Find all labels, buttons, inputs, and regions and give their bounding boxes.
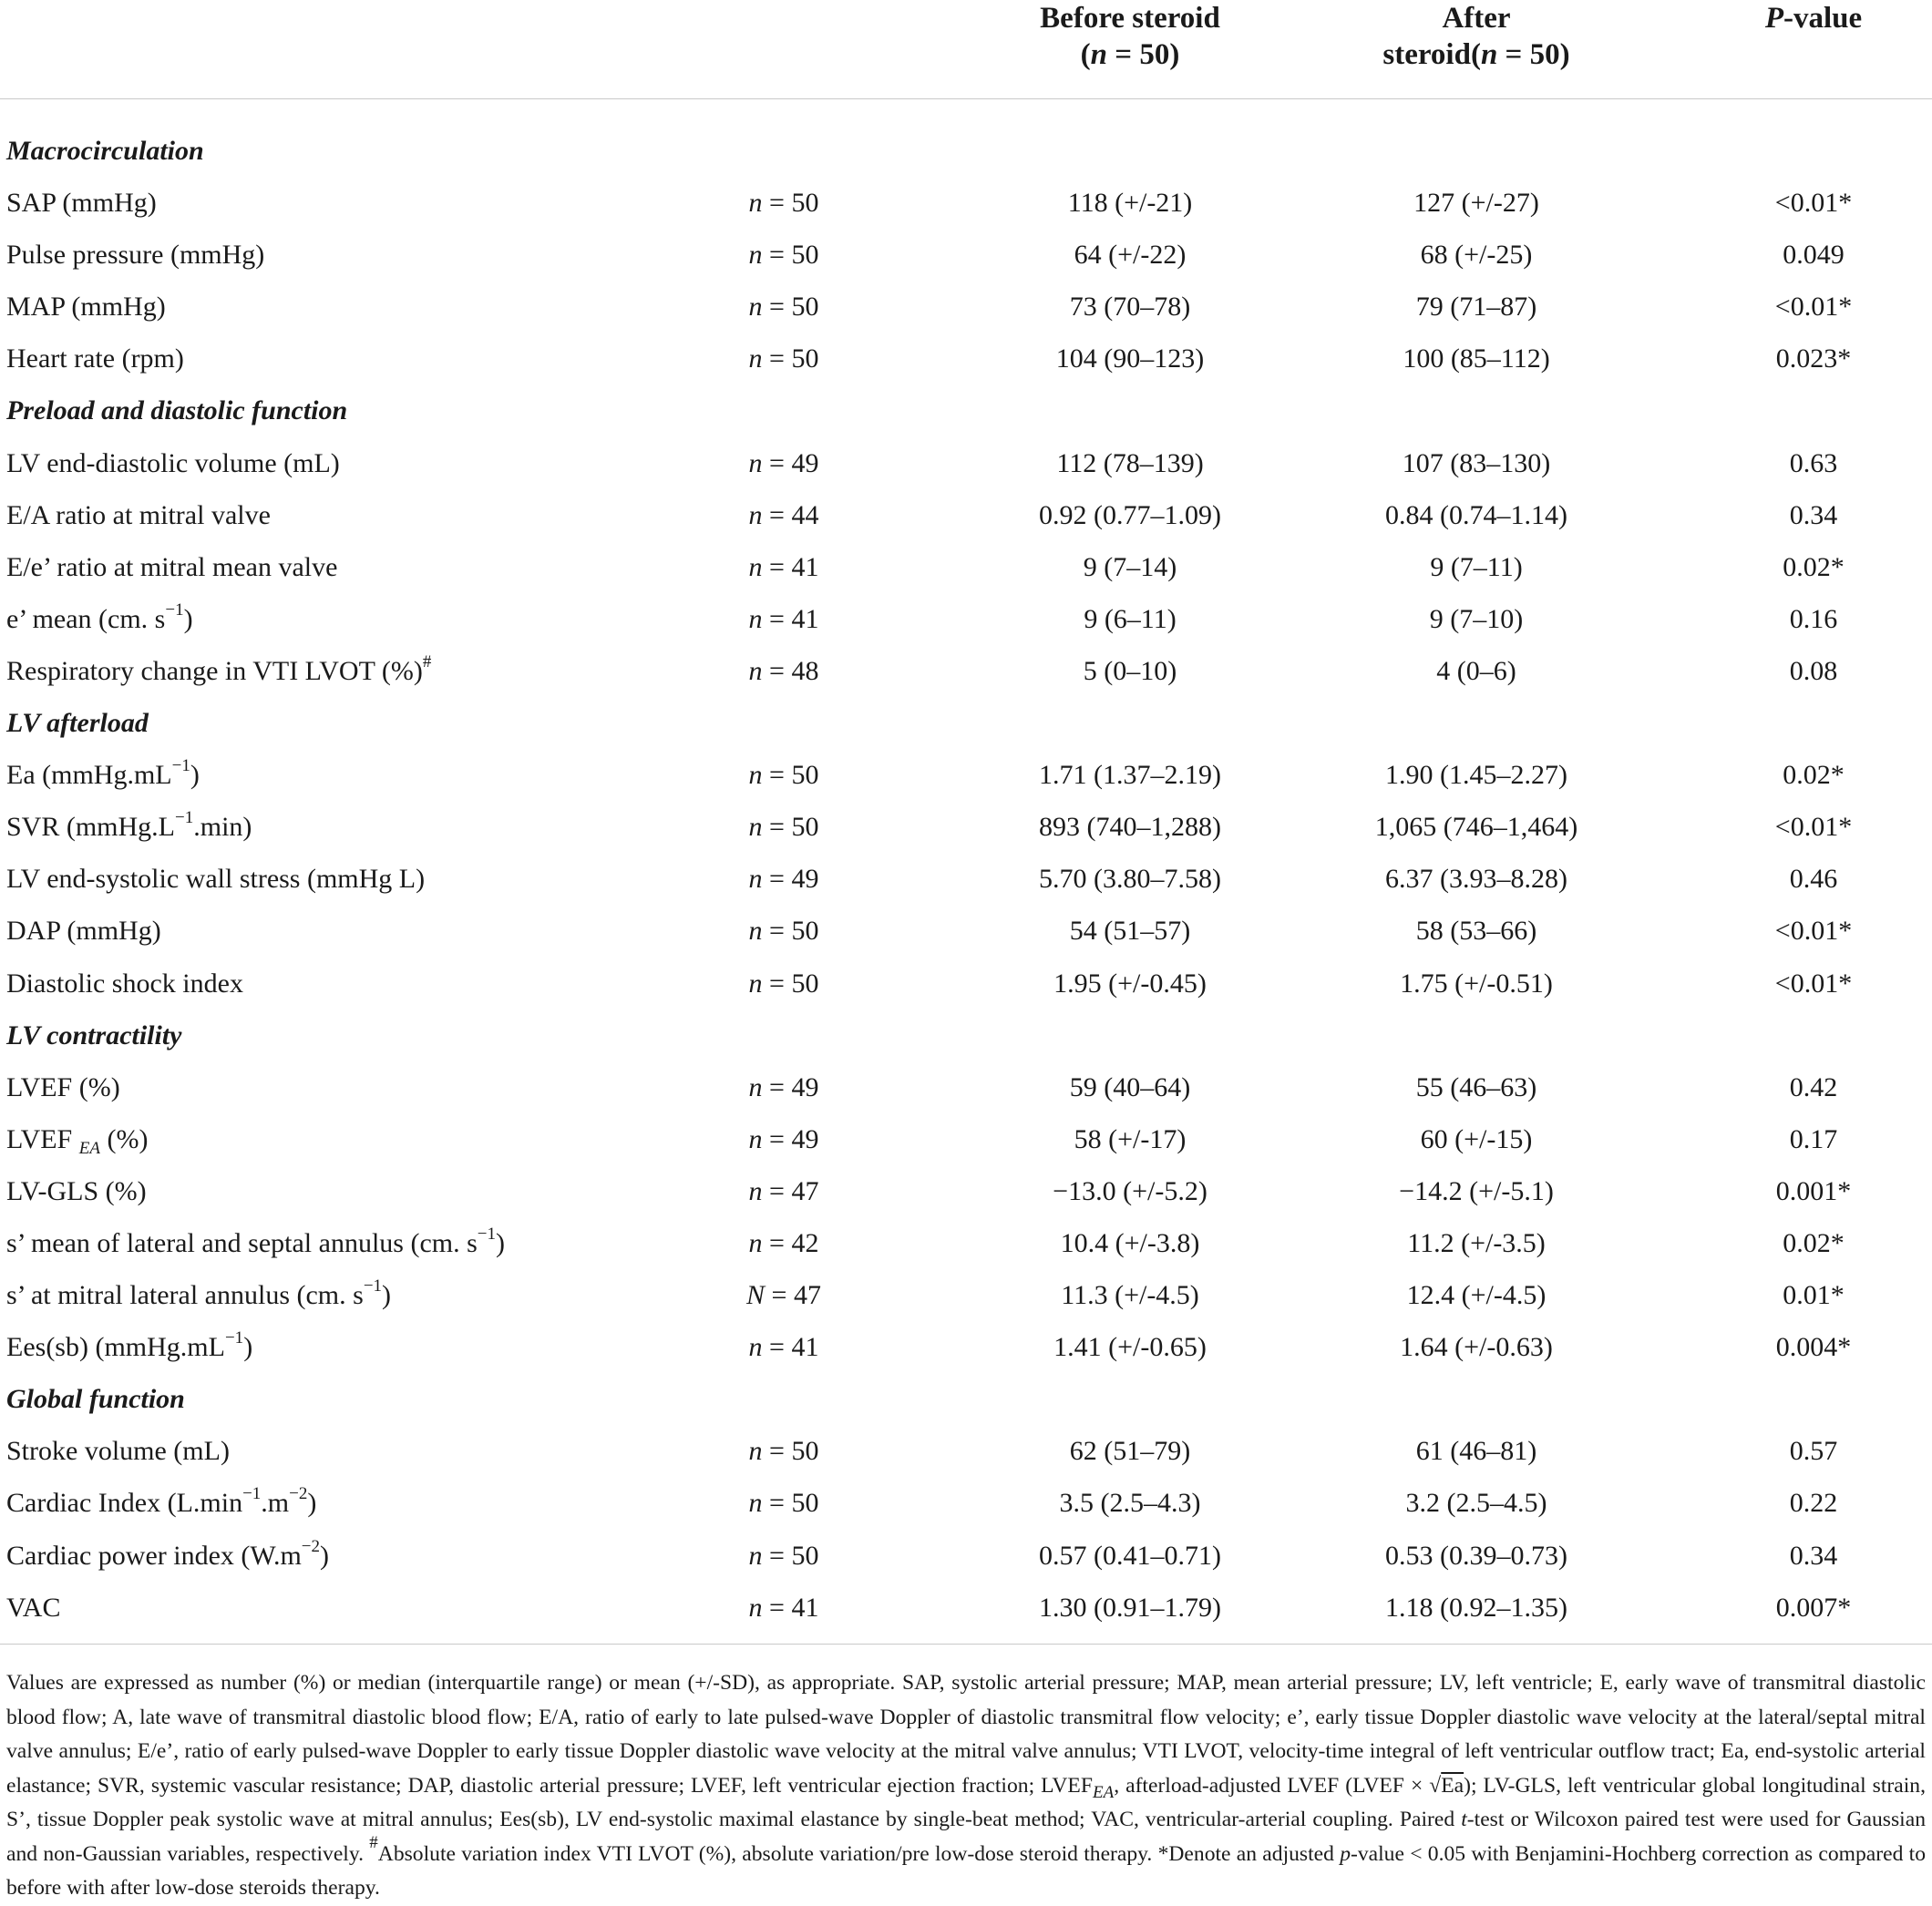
table-header bbox=[0, 0, 1932, 99]
row-after-value: 127 (+/-27) bbox=[1413, 188, 1539, 219]
row-label: LV-GLS (%) bbox=[6, 1175, 147, 1206]
table-body bbox=[0, 99, 1932, 1634]
row-sample-size: n = 41 bbox=[748, 603, 819, 634]
row-sample-size: n = 49 bbox=[748, 1123, 819, 1154]
row-label: LVEF $_{EA}$ (%) bbox=[6, 1123, 149, 1158]
table-row bbox=[0, 1113, 1932, 1165]
row-sample-size: n = 50 bbox=[748, 760, 819, 791]
row-p-value: 0.001* bbox=[1775, 1175, 1852, 1206]
row-before-value: 10.4 (+/-3.8) bbox=[1060, 1227, 1200, 1258]
row-sample-size: n = 50 bbox=[748, 968, 819, 999]
row-p-value: 0.63 bbox=[1789, 447, 1838, 478]
row-label: Cardiac Index $(L.\min^{-1}.m^{-2})$ bbox=[6, 1484, 317, 1519]
row-before-value: −13.0 (+/-5.2) bbox=[1053, 1175, 1208, 1206]
table-row bbox=[0, 1582, 1932, 1634]
section-header-row bbox=[0, 697, 1932, 749]
row-p-value: 0.34 bbox=[1789, 1540, 1838, 1571]
row-before-value: 3.5 (2.5–4.3) bbox=[1059, 1488, 1201, 1519]
row-p-value: <0.01* bbox=[1774, 812, 1853, 843]
header-after-steroid: After steroid(n = 50) bbox=[1382, 2, 1570, 71]
table-row bbox=[0, 1269, 1932, 1321]
row-p-value: 0.049 bbox=[1783, 240, 1845, 271]
table-row bbox=[0, 853, 1932, 905]
row-p-value: 0.34 bbox=[1789, 499, 1838, 530]
row-before-value: 112 (78–139) bbox=[1056, 447, 1204, 478]
row-sample-size: n = 42 bbox=[748, 1227, 819, 1258]
row-after-value: 11.2 (+/-3.5) bbox=[1407, 1227, 1546, 1258]
row-p-value: 0.46 bbox=[1789, 864, 1838, 895]
row-label: Pulse pressure (mmHg) bbox=[6, 240, 265, 271]
row-sample-size: n = 50 bbox=[748, 1436, 819, 1467]
row-after-value: 58 (53–66) bbox=[1415, 916, 1537, 947]
row-sample-size: n = 41 bbox=[748, 551, 819, 582]
row-p-value: 0.02* bbox=[1783, 1227, 1845, 1258]
row-after-value: 107 (83–130) bbox=[1402, 447, 1551, 478]
row-before-value: 1.71 (1.37–2.19) bbox=[1039, 760, 1221, 791]
table-row bbox=[0, 1321, 1932, 1373]
section-title: Macrocirculation bbox=[6, 136, 204, 166]
row-label: s’ at mitral lateral annulus (cm. $s^{-1}$) bbox=[6, 1276, 392, 1311]
row-before-value: 62 (51–79) bbox=[1069, 1436, 1191, 1467]
row-sample-size: n = 48 bbox=[748, 655, 819, 686]
header-before-n: (n = 50) bbox=[1080, 38, 1180, 71]
section-header-row bbox=[0, 1009, 1932, 1061]
row-label: Heart rate (rpm) bbox=[6, 343, 184, 374]
row-sample-size: n = 41 bbox=[748, 1332, 819, 1363]
row-sample-size: n = 50 bbox=[748, 292, 819, 323]
row-before-value: 0.92 (0.77–1.09) bbox=[1039, 499, 1221, 530]
row-label: Respiratory change in VTI LVOT (%)# bbox=[6, 651, 432, 686]
row-sample-size: n = 50 bbox=[748, 812, 819, 843]
row-label: SVR $(mmHg.L^{-1}.\min)$ bbox=[6, 808, 252, 843]
row-after-value: 9 (7–11) bbox=[1430, 551, 1523, 582]
row-after-value: 0.84 (0.74–1.14) bbox=[1385, 499, 1567, 530]
row-p-value: 0.17 bbox=[1789, 1123, 1838, 1154]
row-after-value: 12.4 (+/-4.5) bbox=[1406, 1280, 1547, 1311]
table-row bbox=[0, 177, 1932, 229]
row-before-value: 1.41 (+/-0.65) bbox=[1053, 1332, 1207, 1363]
table-row bbox=[0, 229, 1932, 281]
row-sample-size: n = 49 bbox=[748, 1071, 819, 1102]
row-sample-size: n = 50 bbox=[748, 240, 819, 271]
row-after-value: 3.2 (2.5–4.5) bbox=[1405, 1488, 1547, 1519]
row-label: VAC bbox=[6, 1592, 61, 1623]
row-label: Ees(sb) $(mmHg.mL^{-1})$ bbox=[6, 1328, 253, 1363]
row-sample-size: n = 50 bbox=[748, 916, 819, 947]
row-label: Cardiac power index $(W.m^{-2})$ bbox=[6, 1536, 330, 1571]
row-before-value: 58 (+/-17) bbox=[1074, 1123, 1187, 1154]
table-row bbox=[0, 1061, 1932, 1113]
row-after-value: 61 (46–81) bbox=[1415, 1436, 1537, 1467]
row-before-value: 59 (40–64) bbox=[1069, 1071, 1191, 1102]
row-after-value: 60 (+/-15) bbox=[1420, 1123, 1533, 1154]
table-row bbox=[0, 801, 1932, 853]
row-label: E/e’ ratio at mitral mean valve bbox=[6, 551, 338, 582]
row-sample-size: n = 50 bbox=[748, 188, 819, 219]
section-header-row bbox=[0, 384, 1932, 436]
row-before-value: 104 (90–123) bbox=[1055, 343, 1205, 374]
table-row bbox=[0, 541, 1932, 593]
table-row bbox=[0, 1477, 1932, 1529]
row-sample-size: n = 47 bbox=[748, 1175, 819, 1206]
row-p-value: <0.01* bbox=[1774, 292, 1853, 323]
table-row bbox=[0, 437, 1932, 489]
table-row bbox=[0, 1530, 1932, 1582]
row-p-value: 0.57 bbox=[1789, 1436, 1838, 1467]
row-after-value: 4 (0–6) bbox=[1436, 655, 1516, 686]
row-p-value: 0.02* bbox=[1783, 551, 1845, 582]
table-row bbox=[0, 333, 1932, 384]
table-row bbox=[0, 281, 1932, 333]
section-title: Global function bbox=[6, 1384, 185, 1415]
row-before-value: 1.95 (+/-0.45) bbox=[1053, 968, 1207, 999]
table-row bbox=[0, 1217, 1932, 1269]
row-after-value: 1.90 (1.45–2.27) bbox=[1385, 760, 1567, 791]
row-label: E/A ratio at mitral valve bbox=[6, 499, 271, 530]
row-label: Ea $(mmHg.mL^{-1})$ bbox=[6, 756, 200, 791]
row-p-value: 0.02* bbox=[1783, 760, 1845, 791]
row-p-value: 0.22 bbox=[1789, 1488, 1838, 1519]
row-after-value: 6.37 (3.93–8.28) bbox=[1385, 864, 1567, 895]
table-row bbox=[0, 1165, 1932, 1217]
row-sample-size: n = 49 bbox=[748, 864, 819, 895]
row-p-value: 0.007* bbox=[1775, 1592, 1852, 1623]
row-before-value: 118 (+/-21) bbox=[1067, 188, 1193, 219]
row-after-value: 0.53 (0.39–0.73) bbox=[1385, 1540, 1567, 1571]
row-after-value: 68 (+/-25) bbox=[1420, 240, 1533, 271]
row-before-value: 54 (51–57) bbox=[1069, 916, 1191, 947]
row-p-value: <0.01* bbox=[1774, 188, 1853, 219]
row-p-value: <0.01* bbox=[1774, 916, 1853, 947]
row-p-value: 0.16 bbox=[1789, 603, 1838, 634]
section-title: Preload and diastolic function bbox=[6, 395, 348, 426]
section-header-row bbox=[0, 125, 1932, 177]
row-sample-size: n = 50 bbox=[748, 1488, 819, 1519]
row-sample-size: N = 47 bbox=[746, 1280, 821, 1311]
row-before-value: 5.70 (3.80–7.58) bbox=[1039, 864, 1221, 895]
row-after-value: 1,065 (746–1,464) bbox=[1374, 812, 1578, 843]
row-after-value: 79 (71–87) bbox=[1415, 292, 1537, 323]
row-label: DAP (mmHg) bbox=[6, 916, 161, 947]
section-header-row bbox=[0, 1373, 1932, 1425]
section-title: LV afterload bbox=[6, 708, 149, 739]
row-before-value: 9 (6–11) bbox=[1084, 603, 1177, 634]
row-sample-size: n = 44 bbox=[748, 499, 819, 530]
row-before-value: 893 (740–1,288) bbox=[1039, 812, 1221, 843]
row-after-value: 1.75 (+/-0.51) bbox=[1400, 968, 1553, 999]
row-sample-size: n = 49 bbox=[748, 447, 819, 478]
row-label: s’ mean of lateral and septal annulus (cm. $s^{-1}$) bbox=[6, 1224, 505, 1258]
table-row bbox=[0, 593, 1932, 645]
row-before-value: 11.3 (+/-4.5) bbox=[1061, 1280, 1199, 1311]
table-row bbox=[0, 489, 1932, 541]
row-sample-size: n = 50 bbox=[748, 1540, 819, 1571]
row-before-value: 9 (7–14) bbox=[1083, 551, 1177, 582]
row-sample-size: n = 41 bbox=[748, 1592, 819, 1623]
row-after-value: −14.2 (+/-5.1) bbox=[1399, 1175, 1554, 1206]
table-row bbox=[0, 1425, 1932, 1477]
row-label: SAP (mmHg) bbox=[6, 188, 157, 219]
row-before-value: 1.30 (0.91–1.79) bbox=[1039, 1592, 1221, 1623]
row-after-value: 55 (46–63) bbox=[1415, 1071, 1537, 1102]
row-p-value: 0.08 bbox=[1789, 655, 1838, 686]
row-sample-size: n = 50 bbox=[748, 343, 819, 374]
row-p-value: 0.004* bbox=[1775, 1332, 1852, 1363]
section-title: LV contractility bbox=[6, 1020, 182, 1050]
row-before-value: 5 (0–10) bbox=[1083, 655, 1177, 686]
row-label: Stroke volume (mL) bbox=[6, 1436, 230, 1467]
row-label: LVEF (%) bbox=[6, 1071, 120, 1102]
row-label: e’ mean (cm. $s^{-1}$) bbox=[6, 599, 193, 634]
row-after-value: 100 (85–112) bbox=[1403, 343, 1550, 374]
table-row bbox=[0, 958, 1932, 1009]
table-row bbox=[0, 905, 1932, 957]
row-p-value: 0.42 bbox=[1789, 1071, 1838, 1102]
row-label: Diastolic shock index bbox=[6, 968, 243, 999]
table-row bbox=[0, 749, 1932, 801]
header-p-value: P-value bbox=[1764, 2, 1863, 35]
row-p-value: 0.01* bbox=[1783, 1280, 1845, 1311]
row-p-value: 0.023* bbox=[1775, 343, 1852, 374]
row-p-value: <0.01* bbox=[1774, 968, 1853, 999]
row-after-value: 1.18 (0.92–1.35) bbox=[1385, 1592, 1567, 1623]
table-footnote: Values are expressed as number (%) or median (interquartile range) or mean (+/-SD), as appropriate. SAP, systolic arterial pressure; MAP, mean arterial pressure; LV, left ventricle; E, early wave of transmitral diastolic blood flow; A, late wave of transmitral diastolic blood flow; E/A, ratio of early to late pulsed-wave Doppler of diastolic transmitral flow velocity; e’, early tissue Doppler diastolic wave velocity at the lateral/septal mitral valve annulus; E/e’, ratio of early pulsed-wave Doppler to early tissue Doppler diastolic wave velocity at the mitral valve annulus; VTI LVOT, velocity-time integral of left ventricular outflow tract; Ea, end-systolic arterial elastance; SVR, systemic vascular resistance; DAP, diastolic arterial pressure; LVEF, left ventricular ejection fraction; $LVEF_{EA}$, afterload-adjusted LVEF (LVEF × √Ea); LV-GLS, left ventricular global longitudinal strain, S’, tissue Doppler peak systolic wave at mitral annulus; Ees(sb), LV end-systolic maximal elastance by single-beat method; VAC, ventricular-arterial coupling. Paired t-test or Wilcoxon paired test were used for Gaussian and non-Gaussian variables, respectively. #Absolute variation index VTI LVOT (%), absolute variation/pre low-dose steroid therapy. *Denote an adjusted p-value < 0.05 with Benjamini-Hochberg correction as compared to before with after low-dose steroids therapy. bbox=[0, 1644, 1932, 1906]
row-before-value: 73 (70–78) bbox=[1069, 292, 1191, 323]
row-label: LV end-diastolic volume (mL) bbox=[6, 447, 340, 478]
row-after-value: 9 (7–10) bbox=[1429, 603, 1524, 634]
row-before-value: 0.57 (0.41–0.71) bbox=[1039, 1540, 1221, 1571]
row-before-value: 64 (+/-22) bbox=[1074, 240, 1187, 271]
header-before-steroid: Before steroid (n = 50) bbox=[975, 0, 1285, 73]
row-after-value: 1.64 (+/-0.63) bbox=[1400, 1332, 1553, 1363]
table-row bbox=[0, 645, 1932, 697]
row-label: MAP (mmHg) bbox=[6, 292, 166, 323]
row-label: LV end-systolic wall stress (mmHg L) bbox=[6, 864, 426, 895]
